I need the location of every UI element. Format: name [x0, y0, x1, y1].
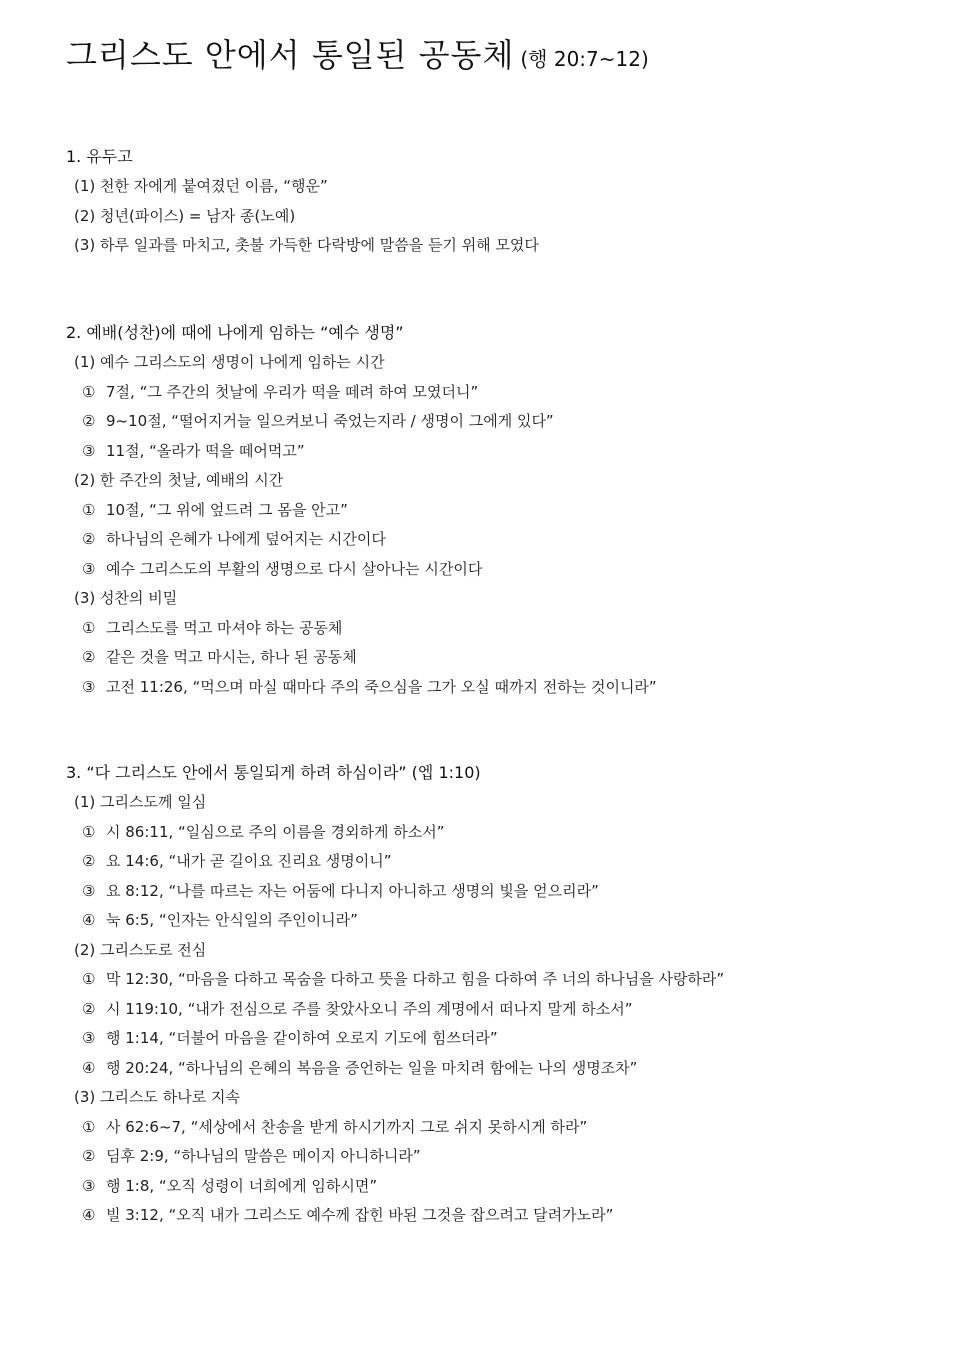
list-marker: (1): [74, 353, 96, 371]
subsection-line: [66, 788, 926, 818]
list-marker: ③: [82, 1029, 96, 1047]
list-marker: (2): [74, 206, 96, 225]
line-text: 11절, “올라가 떡을 떼어먹고”: [106, 441, 305, 460]
title-scripture-reference: (행 20:7~12): [520, 47, 649, 71]
list-item: [66, 906, 926, 936]
list-marker: ③: [82, 441, 96, 460]
list-item: [66, 407, 926, 437]
list-marker: ①: [82, 970, 96, 988]
line-text: 9~10절, “떨어지거늘 일으켜보니 죽었는지라 / 생명이 그에게 있다”: [106, 412, 554, 430]
list-item: [66, 847, 926, 877]
list-marker: ②: [82, 852, 96, 870]
section-2: [66, 318, 926, 702]
line-text: 예수 그리스도의 부활의 생명으로 다시 살아나는 시간이다: [106, 559, 483, 578]
list-marker: ①: [82, 500, 96, 519]
subsection-line: [66, 348, 926, 378]
line-text: 막 12:30, “마음을 다하고 목숨을 다하고 뜻을 다하고 힘을 다하여 주 너의 하나님을 사랑하라”: [106, 970, 725, 988]
list-item: [66, 877, 926, 907]
list-marker: ①: [82, 822, 96, 841]
subsection-line: [66, 202, 926, 232]
line-text: 딤후 2:9, “하나님의 말씀은 메이지 아니하니라”: [106, 1147, 421, 1165]
list-item: [66, 1054, 926, 1084]
list-item: [66, 995, 926, 1025]
list-item: [66, 437, 926, 467]
list-item: [66, 525, 926, 555]
line-text: 시 119:10, “내가 전심으로 주를 찾았사오니 주의 계명에서 떠나지 말게 하소서”: [106, 999, 633, 1018]
list-marker: (1): [74, 793, 96, 811]
subsection-line: [66, 172, 926, 202]
line-text: 한 주간의 첫날, 예배의 시간: [100, 471, 284, 489]
title-main: 그리스도 안에서 통일된 공동체: [66, 36, 515, 74]
list-marker: ②: [82, 412, 96, 430]
section-heading: 1. 유두고: [66, 147, 133, 166]
list-item: [66, 1142, 926, 1172]
line-text: 행 1:8, “오직 성령이 너희에게 임하시면”: [106, 1176, 378, 1195]
list-marker: ②: [82, 999, 96, 1018]
line-text: 예수 그리스도의 생명이 나에게 임하는 시간: [100, 353, 385, 371]
line-text: 요 8:12, “나를 따르는 자는 어둠에 다니지 아니하고 생명의 빛을 얻으리라”: [106, 881, 599, 900]
line-text: 시 86:11, “일심으로 주의 이름을 경외하게 하소서”: [106, 822, 445, 841]
list-marker: ②: [82, 1147, 96, 1165]
list-marker: ④: [82, 1206, 96, 1224]
list-item: [66, 555, 926, 585]
line-text: 그리스도로 전심: [100, 940, 207, 959]
line-text: 빌 3:12, “오직 내가 그리스도 예수께 잡힌 바된 그것을 잡으려고 달려가노라”: [106, 1206, 614, 1224]
line-text: 청년(파이스) = 남자 종(노예): [100, 206, 296, 225]
subsection-line: [66, 584, 926, 614]
list-item: [66, 965, 926, 995]
list-item: [66, 818, 926, 848]
list-marker: ①: [82, 618, 96, 637]
list-item: [66, 1201, 926, 1231]
line-text: 하루 일과를 마치고, 촛불 가득한 다락방에 말씀을 듣기 위해 모였다: [100, 236, 539, 254]
list-marker: (2): [74, 940, 96, 959]
line-text: 10절, “그 위에 엎드려 그 몸을 안고”: [106, 500, 348, 519]
section-heading: 3. “다 그리스도 안에서 통일되게 하려 하심이라” (엡 1:10): [66, 763, 481, 782]
list-marker: ④: [82, 911, 96, 929]
line-text: 눅 6:5, “인자는 안식일의 주인이니라”: [106, 911, 358, 929]
section-3: [66, 758, 926, 1231]
line-text: 7절, “그 주간의 첫날에 우리가 떡을 떼려 하여 모였더니”: [106, 382, 479, 401]
list-marker: ③: [82, 1176, 96, 1195]
list-marker: ③: [82, 677, 96, 696]
line-text: 행 1:14, “더불어 마음을 같이하여 오로지 기도에 힘쓰더라”: [106, 1029, 498, 1047]
line-text: 그리스도께 일심: [100, 793, 207, 811]
list-item: [66, 496, 926, 526]
list-item: [66, 1113, 926, 1143]
line-text: 요 14:6, “내가 곧 길이요 진리요 생명이니”: [106, 852, 392, 870]
line-text: 행 20:24, “하나님의 은혜의 복음을 증언하는 일을 마치려 함에는 나의 생명조차”: [106, 1058, 638, 1077]
line-text: 사 62:6~7, “세상에서 찬송을 받게 하시기까지 그로 쉬지 못하시게 하라”: [106, 1117, 588, 1136]
subsection-line: [66, 1083, 926, 1113]
line-text: 같은 것을 먹고 마시는, 하나 된 공동체: [106, 648, 357, 666]
line-text: 그리스도 하나로 지속: [100, 1088, 240, 1106]
list-marker: (3): [74, 589, 96, 607]
line-text: 천한 자에게 붙여졌던 이름, “행운”: [100, 177, 328, 195]
list-marker: ③: [82, 559, 96, 578]
list-item: [66, 673, 926, 703]
list-item: [66, 1172, 926, 1202]
line-text: 성찬의 비밀: [100, 589, 178, 607]
list-marker: ③: [82, 881, 96, 900]
list-marker: ①: [82, 382, 96, 401]
list-item: [66, 614, 926, 644]
list-marker: (3): [74, 236, 96, 254]
line-text: 하나님의 은혜가 나에게 덮어지는 시간이다: [106, 530, 386, 548]
line-text: 그리스도를 먹고 마셔야 하는 공동체: [106, 618, 343, 637]
list-marker: ②: [82, 648, 96, 666]
list-item: [66, 643, 926, 673]
section-heading: 2. 예배(성찬)에 때에 나에게 임하는 “예수 생명”: [66, 323, 404, 342]
subsection-line: [66, 231, 926, 261]
list-marker: ②: [82, 530, 96, 548]
list-item: [66, 378, 926, 408]
list-marker: (3): [74, 1088, 96, 1106]
list-marker: (1): [74, 177, 96, 195]
subsection-line: [66, 936, 926, 966]
line-text: 고전 11:26, “먹으며 마실 때마다 주의 죽으심을 그가 오실 때까지 전하는 것이니라”: [106, 677, 657, 696]
section-1: [66, 142, 926, 261]
list-marker: (2): [74, 471, 96, 489]
list-item: [66, 1024, 926, 1054]
subsection-line: [66, 466, 926, 496]
list-marker: ①: [82, 1117, 96, 1136]
list-marker: ④: [82, 1058, 96, 1077]
page-title: [66, 30, 649, 76]
